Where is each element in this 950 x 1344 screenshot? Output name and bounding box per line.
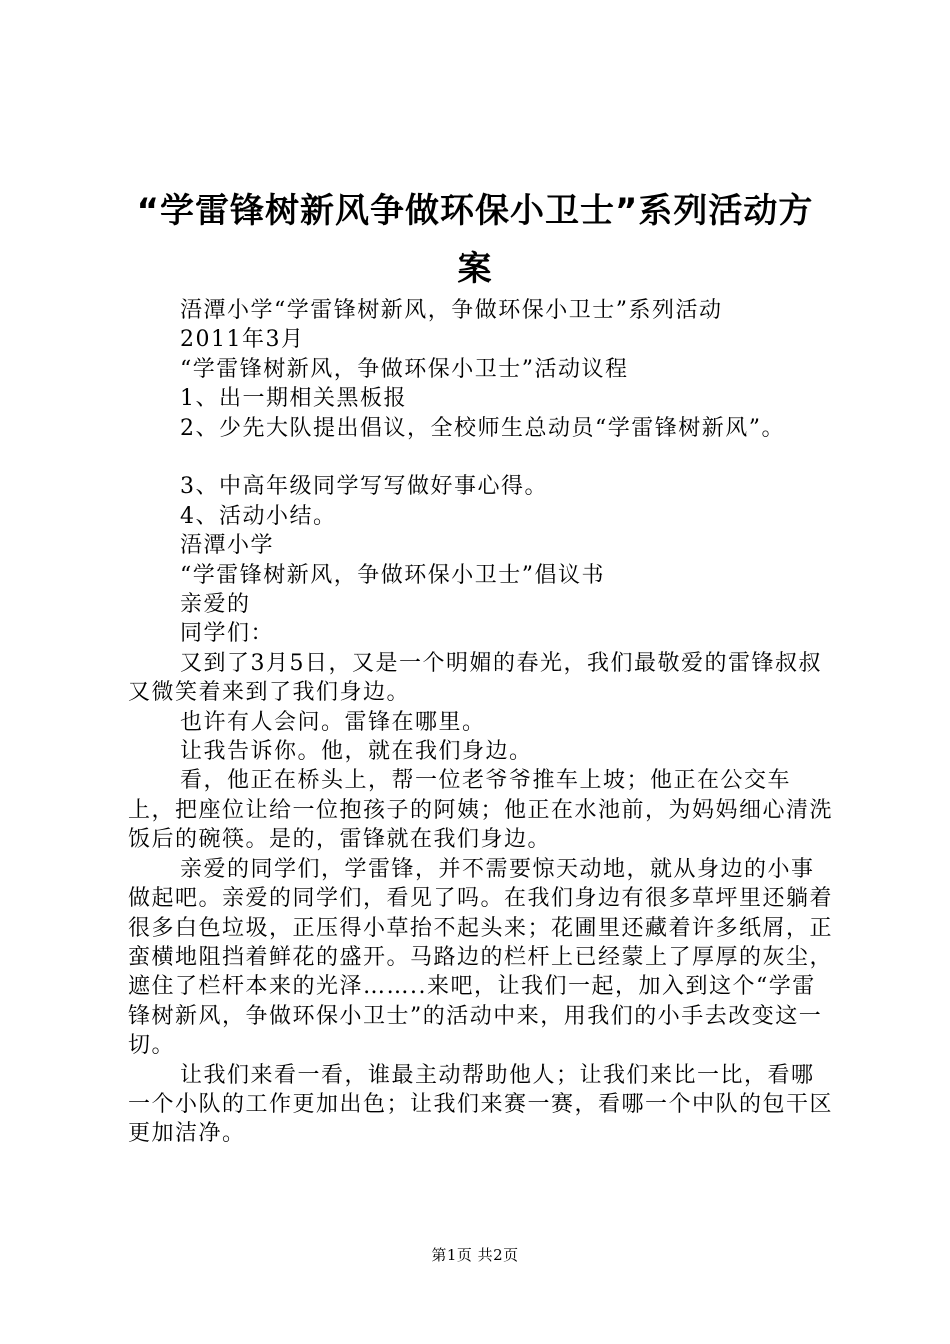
line-proposal-title: “学雷锋树新风，争做环保小卫士”倡议书 bbox=[180, 562, 605, 588]
paragraph-1: 又到了3月5日，又是一个明媚的春光，我们最敬爱的雷锋叔叔又微笑着来到了我们身边。 bbox=[128, 650, 822, 706]
line-school-name: 浯潭小学 bbox=[180, 533, 275, 559]
line-date: 2011年3月 bbox=[180, 327, 305, 353]
line-salutation-1: 亲爱的 bbox=[180, 592, 251, 618]
document-title: “学雷锋树新风争做环保小卫士”系列活动方案 bbox=[136, 191, 814, 289]
paragraph-6: 让我们来看一看，谁最主动帮助他人；让我们来比一比，看哪一个小队的工作更加出色；让我们来赛一赛，看哪一个中队的包干区更加洁净。 bbox=[128, 1062, 834, 1147]
blank-line bbox=[128, 443, 833, 472]
line-salutation-2: 同学们： bbox=[180, 621, 275, 647]
agenda-item-2: 2、少先大队提出倡议，全校师生总动员“学雷锋树新风”。 bbox=[180, 415, 785, 441]
document-body bbox=[128, 296, 833, 1149]
agenda-item-3: 3、中高年级同学写写做好事心得。 bbox=[180, 474, 548, 500]
agenda-item-4: 4、活动小结。 bbox=[180, 503, 337, 529]
line-agenda-title: “学雷锋树新风，争做环保小卫士”活动议程 bbox=[180, 356, 629, 382]
agenda-item-1: 1、出一期相关黑板报 bbox=[180, 386, 407, 412]
paragraph-3: 让我告诉你。他，就在我们身边。 bbox=[180, 739, 533, 765]
paragraph-4: 看，他正在桥头上，帮一位老爷爷推车上坡；他正在公交车上，把座位让给一位抱孩子的阿姨；他正在水池前，为妈妈细心清洗饭后的碗筷。是的，雷锋就在我们身边。 bbox=[128, 768, 834, 853]
line-activity-name: 浯潭小学“学雷锋树新风，争做环保小卫士”系列活动 bbox=[180, 298, 723, 323]
paragraph-5: 亲爱的同学们，学雷锋，并不需要惊天动地，就从身边的小事做起吧。亲爱的同学们，看见了吗。在我们身边有很多草坪里还躺着很多白色垃圾，正压得小草抬不起头来；花圃里还藏着许多纸屑，正蛮横地阻挡着鲜花的盛开。马路边的栏杆上已经蒙上了厚厚的灰尘，遮住了栏杆本来的光泽……..来吧，让我们一起，加入到这个“学雷锋树新风，争做环保小卫士”的活动中来，用我们的小手去改变这一切。 bbox=[128, 856, 834, 1059]
paragraph-2: 也许有人会问。雷锋在哪里。 bbox=[180, 709, 486, 735]
page-footer: 第1页 共2页 bbox=[431, 1246, 519, 1264]
